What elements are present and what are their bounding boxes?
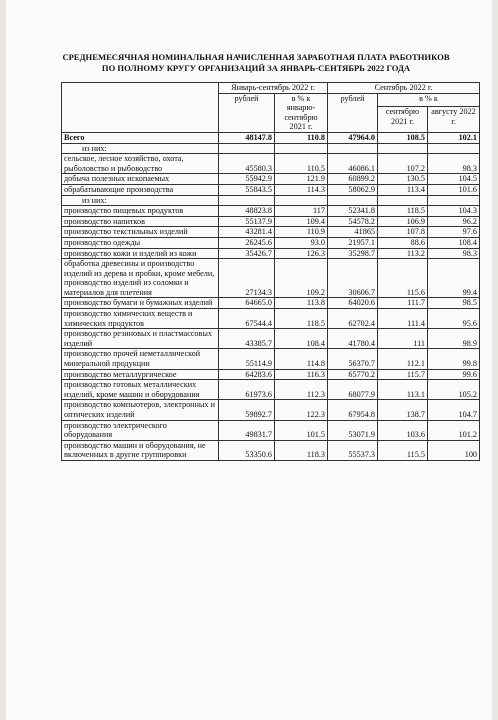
table-row [62, 227, 480, 238]
row-name-cell: производство компьютеров, электронных и оптических изделий [62, 400, 219, 420]
value-pct-aug-2022: 98.3 [428, 154, 480, 174]
table-row [62, 237, 480, 248]
table-row [62, 154, 480, 174]
value-rubles-jan-sep: 55137.9 [219, 216, 275, 227]
value-pct-sep-2021: 112.1 [378, 349, 428, 369]
value-rubles-sep: 62702.4 [328, 309, 378, 329]
value-rubles-sep: 30606.7 [328, 259, 378, 298]
value-pct-sep-2021 [378, 195, 428, 206]
table-row [62, 206, 480, 217]
value-rubles-sep: 55537.3 [328, 440, 378, 460]
value-pct-aug-2022: 104.7 [428, 400, 480, 420]
value-rubles-jan-sep: 64283.6 [219, 369, 275, 380]
value-pct-aug-2022: 98.9 [428, 329, 480, 349]
value-pct-sep-2021 [378, 143, 428, 154]
value-rubles-sep: 60899.2 [328, 174, 378, 185]
header-rubles-2: рублей [328, 93, 378, 132]
value-pct-jan-sep: 126.3 [275, 248, 328, 259]
value-rubles-jan-sep: 43385.7 [219, 329, 275, 349]
value-pct-aug-2022: 99.8 [428, 349, 480, 369]
row-name-cell: производство одежды [62, 237, 219, 248]
table-row [62, 248, 480, 259]
value-pct-jan-sep: 114.3 [275, 184, 328, 195]
table-row [62, 349, 480, 369]
row-name-cell: из них: [62, 195, 219, 206]
value-pct-sep-2021: 113.2 [378, 248, 428, 259]
value-pct-sep-2021: 115.5 [378, 440, 428, 460]
value-rubles-sep: 67954.8 [328, 400, 378, 420]
table-row [62, 216, 480, 227]
value-rubles-jan-sep: 35426.7 [219, 248, 275, 259]
value-pct-aug-2022: 104.5 [428, 174, 480, 185]
value-rubles-jan-sep: 64665.0 [219, 298, 275, 309]
row-name-cell: производство машин и оборудования, не включенных в другие группировки [62, 440, 219, 460]
value-pct-jan-sep: 109.2 [275, 259, 328, 298]
header-pct-sep-2021: сентябрю 2021 г. [378, 107, 428, 133]
value-pct-jan-sep: 101.5 [275, 420, 328, 440]
header-row-1 [62, 83, 480, 94]
value-pct-sep-2021: 115.6 [378, 259, 428, 298]
value-pct-jan-sep: 113.8 [275, 298, 328, 309]
row-name-cell: сельское, лесное хозяйство, охота, рыболовство и рыбоводство [62, 154, 219, 174]
value-pct-aug-2022: 100 [428, 440, 480, 460]
value-rubles-sep: 65770.2 [328, 369, 378, 380]
value-pct-sep-2021: 115.7 [378, 369, 428, 380]
value-pct-jan-sep: 110.8 [275, 132, 328, 143]
value-rubles-sep: 68077.9 [328, 380, 378, 400]
value-rubles-jan-sep: 55843.5 [219, 184, 275, 195]
row-name-cell: производство химических веществ и химических продуктов [62, 309, 219, 329]
value-pct-sep-2021: 88.6 [378, 237, 428, 248]
page-title [46, 52, 466, 74]
value-rubles-jan-sep: 48823.8 [219, 206, 275, 217]
table-row [62, 259, 480, 298]
value-pct-sep-2021: 111 [378, 329, 428, 349]
value-rubles-jan-sep [219, 195, 275, 206]
value-rubles-jan-sep: 55942.9 [219, 174, 275, 185]
value-pct-sep-2021: 103.6 [378, 420, 428, 440]
value-rubles-jan-sep: 59892.7 [219, 400, 275, 420]
value-rubles-sep: 21957.1 [328, 237, 378, 248]
row-name-cell: производство текстильных изделий [62, 227, 219, 238]
header-pct-aug-2022: августу 2022 г. [428, 107, 480, 133]
value-pct-sep-2021: 111.7 [378, 298, 428, 309]
value-pct-sep-2021: 111.4 [378, 309, 428, 329]
value-pct-aug-2022: 99.6 [428, 369, 480, 380]
value-pct-aug-2022 [428, 143, 480, 154]
header-period-1: Январь-сентябрь 2022 г. [219, 83, 328, 94]
value-pct-jan-sep [275, 195, 328, 206]
value-rubles-sep: 58062.9 [328, 184, 378, 195]
value-pct-aug-2022: 101.6 [428, 184, 480, 195]
row-name-cell: производство напитков [62, 216, 219, 227]
header-pct-of: в % к [378, 93, 480, 107]
value-pct-aug-2022: 105.2 [428, 380, 480, 400]
title-line-1: СРЕДНЕМЕСЯЧНАЯ НОМИНАЛЬНАЯ НАЧИСЛЕННАЯ ЗАРАБОТНАЯ ПЛАТА РАБОТНИКОВ [62, 52, 450, 62]
value-pct-aug-2022: 102.1 [428, 132, 480, 143]
row-name-cell: производство резиновых и пластмассовых изделий [62, 329, 219, 349]
value-rubles-sep: 41780.4 [328, 329, 378, 349]
row-name-cell: производство прочей неметаллической минеральной продукции [62, 349, 219, 369]
total-row [62, 132, 480, 143]
table-row [62, 440, 480, 460]
value-pct-sep-2021: 138.7 [378, 400, 428, 420]
row-name-cell: Всего [62, 132, 219, 143]
value-rubles-jan-sep: 67544.4 [219, 309, 275, 329]
value-rubles-jan-sep: 61973.6 [219, 380, 275, 400]
value-pct-jan-sep: 121.9 [275, 174, 328, 185]
header-pct-jan-sep: в % к январю-сентябрю 2021 г. [275, 93, 328, 132]
value-pct-jan-sep: 114.8 [275, 349, 328, 369]
value-rubles-sep: 46086.1 [328, 154, 378, 174]
value-rubles-sep [328, 143, 378, 154]
value-pct-aug-2022: 99.4 [428, 259, 480, 298]
table-row [62, 174, 480, 185]
value-pct-jan-sep: 122.3 [275, 400, 328, 420]
value-rubles-sep: 54578.2 [328, 216, 378, 227]
row-name-cell: обрабатывающие производства [62, 184, 219, 195]
value-pct-aug-2022: 98.5 [428, 298, 480, 309]
value-pct-sep-2021: 108.5 [378, 132, 428, 143]
value-pct-jan-sep: 109.4 [275, 216, 328, 227]
row-name-cell: производство пищевых продуктов [62, 206, 219, 217]
table-row [62, 184, 480, 195]
value-rubles-jan-sep: 53350.6 [219, 440, 275, 460]
value-pct-jan-sep: 118.5 [275, 309, 328, 329]
value-rubles-jan-sep: 48147.8 [219, 132, 275, 143]
value-rubles-jan-sep: 27134.3 [219, 259, 275, 298]
value-pct-sep-2021: 107.8 [378, 227, 428, 238]
row-name-cell: из них: [62, 143, 219, 154]
value-rubles-jan-sep [219, 143, 275, 154]
value-pct-sep-2021: 106.9 [378, 216, 428, 227]
value-rubles-sep: 47964.0 [328, 132, 378, 143]
value-pct-aug-2022 [428, 195, 480, 206]
header-empty-cell [62, 83, 219, 133]
value-rubles-jan-sep: 43281.4 [219, 227, 275, 238]
value-pct-sep-2021: 107.2 [378, 154, 428, 174]
value-pct-jan-sep: 93.0 [275, 237, 328, 248]
value-rubles-jan-sep: 45580.3 [219, 154, 275, 174]
table-row [62, 143, 480, 154]
value-pct-aug-2022: 101.2 [428, 420, 480, 440]
row-name-cell: производство кожи и изделий из кожи [62, 248, 219, 259]
value-rubles-sep: 56370.7 [328, 349, 378, 369]
table-row [62, 195, 480, 206]
value-pct-sep-2021: 113.4 [378, 184, 428, 195]
row-name-cell: производство электрического оборудования [62, 420, 219, 440]
value-rubles-sep: 64020.6 [328, 298, 378, 309]
row-name-cell: производство бумаги и бумажных изделий [62, 298, 219, 309]
header-rubles-1: рублей [219, 93, 275, 132]
salary-table [61, 82, 480, 461]
value-pct-sep-2021: 130.5 [378, 174, 428, 185]
row-name-cell: обработка древесины и производство изделий из дерева и пробки, кроме мебели, производство изделий из соломки и материалов для плетения [62, 259, 219, 298]
value-pct-aug-2022: 95.6 [428, 309, 480, 329]
table-row [62, 380, 480, 400]
value-pct-jan-sep: 117 [275, 206, 328, 217]
value-rubles-sep: 53071.9 [328, 420, 378, 440]
document-page [6, 0, 492, 720]
value-pct-aug-2022: 104.3 [428, 206, 480, 217]
value-pct-jan-sep: 110.9 [275, 227, 328, 238]
value-rubles-sep: 35298.7 [328, 248, 378, 259]
value-pct-sep-2021: 113.1 [378, 380, 428, 400]
table-row [62, 400, 480, 420]
header-period-2: Сентябрь 2022 г. [328, 83, 480, 94]
title-line-2: ПО ПОЛНОМУ КРУГУ ОРГАНИЗАЦИЙ ЗА ЯНВАРЬ-СЕНТЯБРЬ 2022 ГОДА [101, 63, 411, 73]
row-name-cell: добыча полезных ископаемых [62, 174, 219, 185]
table-row [62, 309, 480, 329]
value-pct-jan-sep: 118.3 [275, 440, 328, 460]
value-pct-jan-sep: 108.4 [275, 329, 328, 349]
value-rubles-sep: 41865 [328, 227, 378, 238]
value-pct-aug-2022: 97.6 [428, 227, 480, 238]
value-rubles-sep: 52341.8 [328, 206, 378, 217]
value-rubles-jan-sep: 26245.6 [219, 237, 275, 248]
row-name-cell: производство металлургическое [62, 369, 219, 380]
table-row [62, 329, 480, 349]
value-pct-jan-sep: 112.3 [275, 380, 328, 400]
row-name-cell: производство готовых металлических изделий, кроме машин и оборудования [62, 380, 219, 400]
value-pct-jan-sep [275, 143, 328, 154]
value-rubles-jan-sep: 49831.7 [219, 420, 275, 440]
value-pct-jan-sep: 110.5 [275, 154, 328, 174]
table-row [62, 369, 480, 380]
value-pct-jan-sep: 116.3 [275, 369, 328, 380]
table-row [62, 298, 480, 309]
value-pct-aug-2022: 96.2 [428, 216, 480, 227]
value-pct-aug-2022: 98.3 [428, 248, 480, 259]
value-rubles-sep [328, 195, 378, 206]
table-row [62, 420, 480, 440]
value-pct-aug-2022: 108.4 [428, 237, 480, 248]
value-rubles-jan-sep: 55114.9 [219, 349, 275, 369]
value-pct-sep-2021: 118.5 [378, 206, 428, 217]
